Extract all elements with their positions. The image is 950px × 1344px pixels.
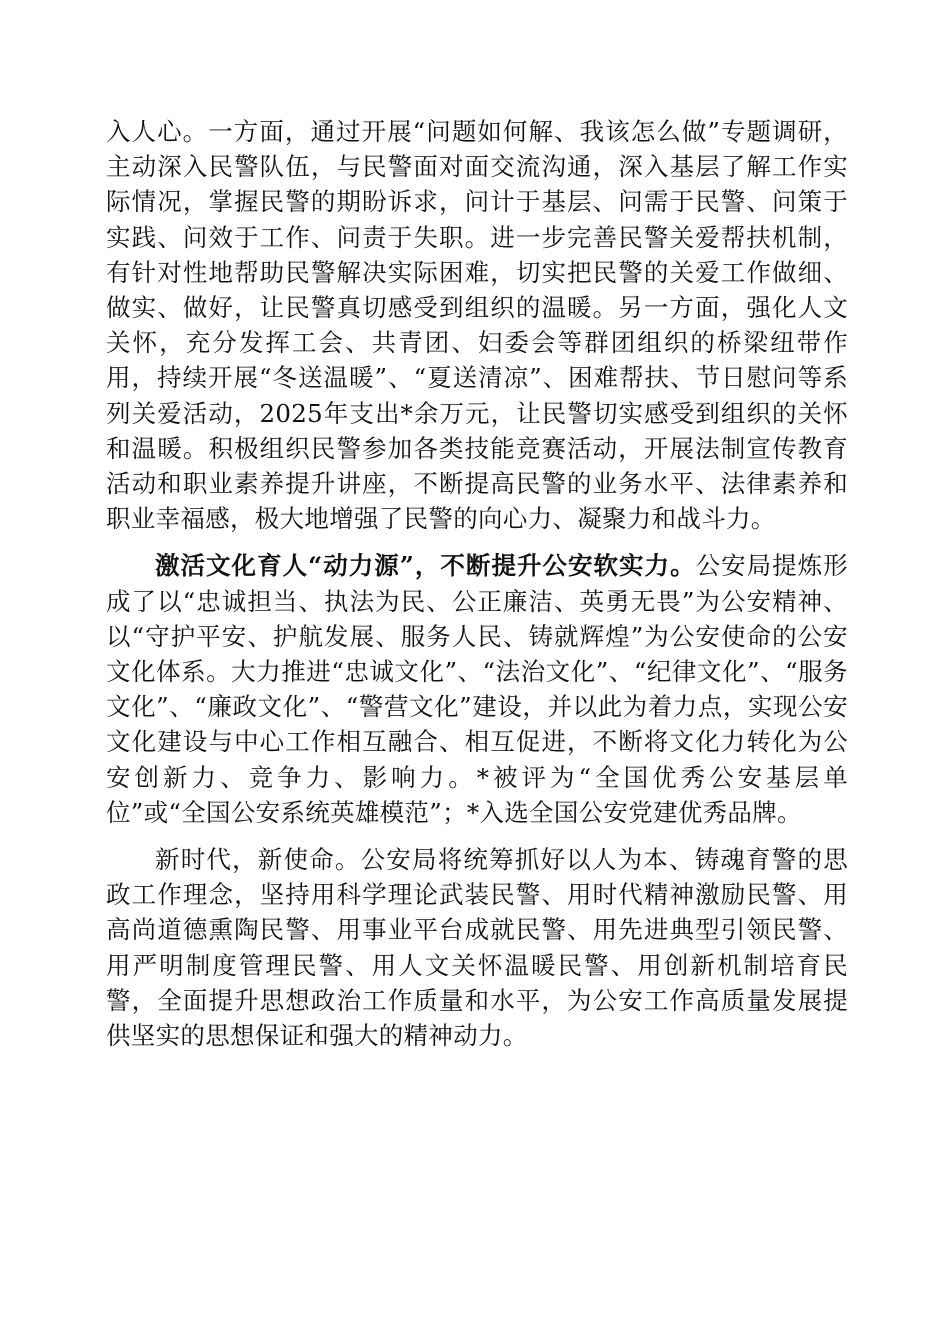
- paragraph-3: [106, 842, 848, 1053]
- paragraph-2: [106, 548, 848, 830]
- paragraph-1: [106, 114, 848, 536]
- paragraph-2-heading: 激活文化育人“动力源”，不断提升公安软实力。: [155, 551, 696, 581]
- paragraph-2-text: 公安局提炼形成了以“忠诚担当、执法为民、公正廉洁、英勇无畏”为公安精神、以“守护平安、护航发展、服务人民、铸就辉煌”为公安使命的公安文化体系。大力推进“忠诚文化”、“法治文化”、“纪律文化”、“服务文化”、“廉政文化”、“警营文化”建设，并以此为着力点，实现公安文化建设与中心工作相互融合、相互促进，不断将文化力转化为公安创新力、竞争力、影响力。*被评为“全国优秀公安基层单位”或“全国公安系统英雄模范”；*入选全国公安党建优秀品牌。: [106, 551, 848, 827]
- document-body: [106, 114, 848, 1053]
- paragraph-3-text: 新时代，新使命。公安局将统筹抓好以人为本、铸魂育警的思政工作理念，坚持用科学理论武装民警、用时代精神激励民警、用高尚道德熏陶民警、用事业平台成就民警、用先进典型引领民警、用严明制度管理民警、用人文关怀温暖民警、用创新机制培育民警，全面提升思想政治工作质量和水平，为公安工作高质量发展提供坚实的思想保证和强大的精神动力。: [106, 845, 848, 1051]
- paragraph-1-text: 入人心。一方面，通过开展“问题如何解、我该怎么做”专题调研，主动深入民警队伍，与民警面对面交流沟通，深入基层了解工作实际情况，掌握民警的期盼诉求，问计于基层、问需于民警、问策于实践、问效于工作、问责于失职。进一步完善民警关爱帮扶机制，有针对性地帮助民警解决实际困难，切实把民警的关爱工作做细、做实、做好，让民警真切感受到组织的温暖。另一方面，强化人文关怀，充分发挥工会、共青团、妇委会等群团组织的桥梁纽带作用，持续开展“冬送温暖”、“夏送清凉”、困难帮扶、节日慰问等系列关爱活动，2025年支出*余万元，让民警切实感受到组织的关怀和温暖。积极组织民警参加各类技能竞赛活动，开展法制宣传教育活动和职业素养提升讲座，不断提高民警的业务水平、法律素养和职业幸福感，极大地增强了民警的向心力、凝聚力和战斗力。: [106, 117, 848, 534]
